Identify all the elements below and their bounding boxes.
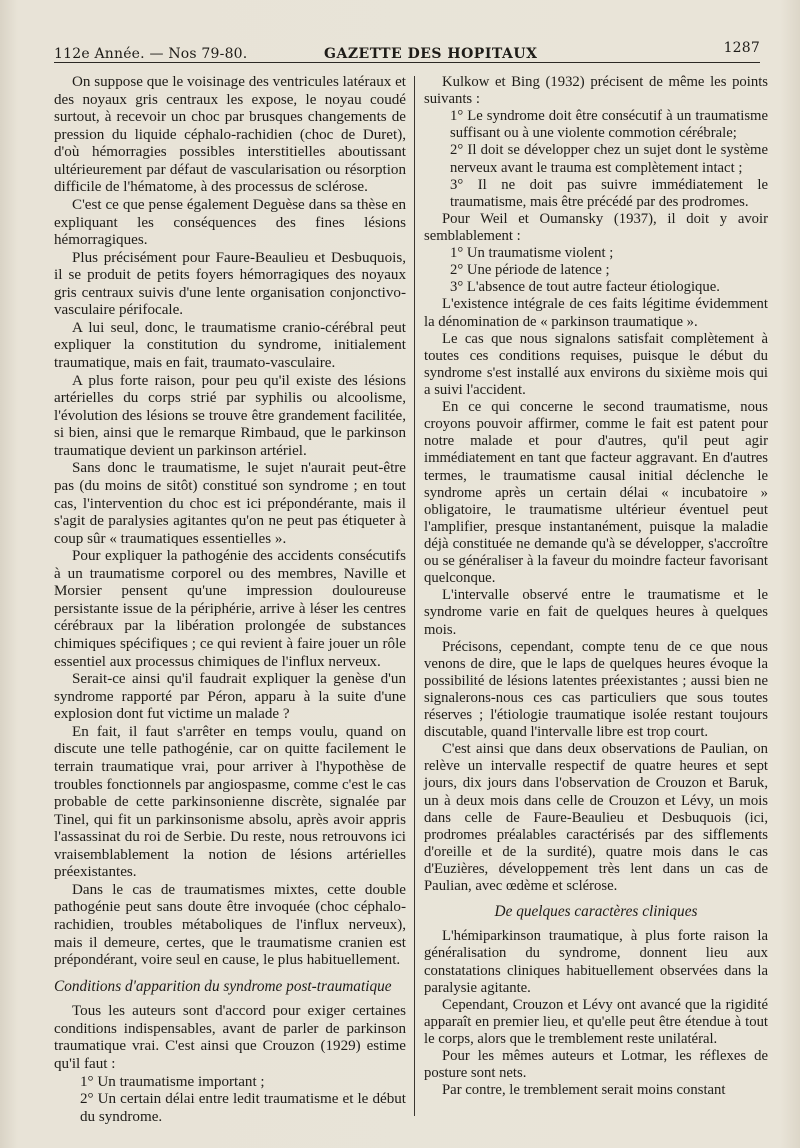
paragraph: Par contre, le tremblement serait moins constant xyxy=(442,1082,726,1099)
section-heading: Conditions d'apparition du syndrome post-traumatique xyxy=(54,977,392,995)
paragraph: Pour Weil et Oumansky (1937), il doit y avoir semblablement : xyxy=(424,210,768,244)
list-item: 2° Une période de latence ; xyxy=(450,262,610,279)
issue-number: 112e Année. — Nos 79-80. xyxy=(54,46,248,62)
paragraph: A plus forte raison, pour peu qu'il existe des lésions artérielles du corps strié par syphilis ou alcoolisme, l'évolution des lésions se trouve être grandement facilitée, si bien, ainsi que le remarque Rimbaud, que le parkinson traumatique devient un parkinson artériel. xyxy=(54,372,406,459)
journal-title: GAZETTE DES HOPITAUX xyxy=(324,46,538,62)
paragraph: L'hémiparkinson traumatique, à plus forte raison la généralisation du syndrome, donnent lieu aux constatations cliniques habituellement observées dans la paralysie agitante. xyxy=(424,928,768,996)
paragraph: C'est ce que pense également Deguèse dans sa thèse en expliquant les conséquences des fines lésions hémorragiques. xyxy=(54,196,406,249)
paragraph: Serait-ce ainsi qu'il faudrait expliquer la genèse d'un syndrome rapporté par Péron, apparu à la suite d'une explosion dont fut victime un malade ? xyxy=(54,671,406,723)
header-rule xyxy=(54,62,760,63)
paragraph: Tous les auteurs sont d'accord pour exiger certaines conditions indispensables, avant de parler de parkinson traumatique vrai. C'est ainsi que Crouzon (1929) estime qu'il faut : xyxy=(54,1003,406,1072)
paragraph: Précisons, cependant, compte tenu de ce que nous venons de dire, que le laps de quelques heures évoque la possibilité de lésions latentes préexistantes ; aussi bien ne signalerons-nous ces cas particuliers que sous toutes réserves ; l'étiologie traumatique isolée restant toujours discutable, quand l'intervalle libre est trop court. xyxy=(424,638,768,741)
paragraph: En fait, il faut s'arrêter en temps voulu, quand on discute une telle pathogénie, car on quitte facilement le terrain traumatique vrai, pour arriver à l'hypothèse de troubles fonctionnels par angiospasme, comme c'est le cas probable de cette parkinsonienne discrète, signalée par Tinel, qui fit un parkinsonisme absolu, après avoir appris l'assassinat du roi de Serbie. Du reste, nous retrouvons ici vraisemblablement la notion de lésions artérielles préexistantes. xyxy=(54,723,406,881)
paragraph: Plus précisément pour Faure-Beaulieu et Desbuquois, il se produit de petits foyers hémorragiques des noyaux gris centraux suivis d'une lente organisation conjonctivo-vasculaire périfocale. xyxy=(54,249,406,319)
section-heading: De quelques caractères cliniques xyxy=(494,903,698,921)
paragraph: En ce qui concerne le second traumatisme, nous croyons pouvoir affirmer, comme le fait est patent pour notre malade et pour d'autres, qu'il peut agir immédiatement en tant que facteur aggravant. En d'autres termes, le traumatisme causal initial déclenche le syndrome après un certain délai « incubatoire » obligatoire, le traumatisme ultérieur éventuel peut l'amplifier, presque instantanément, puisque la maladie déjà constituée ne demande qu'à se développer, s'accroître ou se généraliser à la faveur du moindre facteur favorisant quelconque. xyxy=(424,399,768,587)
paragraph: Pour les mêmes auteurs et Lotmar, les réflexes de posture sont nets. xyxy=(424,1048,768,1082)
list-item: 3° Il ne doit pas suivre immédiatement le traumatisme, mais être précédé par des prodromes. xyxy=(450,176,768,210)
page-number: 1287 xyxy=(723,40,760,56)
paragraph: Dans le cas de traumatismes mixtes, cette double pathogénie peut sans doute être invoquée (choc céphalo-rachidien, troubles métaboliques de l'influx nerveux), mais il demeure, certes, que le traumatisme cranien est prépondérant, voire seul en cause, le plus habituellement. xyxy=(54,881,406,969)
list-item: 1° Un traumatisme important ; xyxy=(80,1073,265,1090)
column-divider xyxy=(414,76,415,1116)
right-column xyxy=(424,74,768,1099)
paragraph: On suppose que le voisinage des ventricules latéraux et des noyaux gris centraux les expose, le noyau coudé surtout, à recevoir un choc par brusques changements de pression du liquide céphalo-rachidien (choc de Duret), d'où hémorragies possibles interstitielles aboutissant ultérieurement par défaut de vascularisation ou résorption difficile de l'hématome, à des processus de sclérose. xyxy=(54,74,406,196)
paragraph: Pour expliquer la pathogénie des accidents consécutifs à un traumatisme corporel ou des membres, Naville et Morsier pensent qu'une impression douloureuse persistante issue de la périphérie, arrive à léser les centres cérébraux par la libération prolongée de substances chimiques spécifiques ; ce qui revient à faire jouer un rôle essentiel aux processus chimiques de l'influx nerveux. xyxy=(54,548,406,670)
paragraph: C'est ainsi que dans deux observations de Paulian, on relève un intervalle respectif de quatre heures et sept jours, dix jours dans l'observation de Crouzon et Baruk, un à deux mois dans celle de Crouzon et Lévy, un mois dans celle de Faure-Beaulieu et Desbuquois (ici, prodromes préalables caractérisés par des sifflements d'oreille et de la surdité), quatre mois dans le cas d'Euzières, développement très lent dans un cas de Paulian, avec œdème et sclérose. xyxy=(424,741,768,895)
list-item: 3° L'absence de tout autre facteur étiologique. xyxy=(450,279,720,296)
paragraph: Cependant, Crouzon et Lévy ont avancé que la rigidité apparaît en premier lieu, et qu'elle peut être étendue à tout le corps, alors que le tremblement reste unilatéral. xyxy=(424,996,768,1048)
paragraph: Kulkow et Bing (1932) précisent de même les points suivants : xyxy=(424,74,768,108)
list-item: 1° Un traumatisme violent ; xyxy=(450,245,614,262)
paragraph: L'existence intégrale de ces faits légitime évidemment la dénomination de « parkinson traumatique ». xyxy=(424,296,768,330)
paragraph: A lui seul, donc, le traumatisme cranio-cérébral peut expliquer la constitution du syndrome, initialement traumatique, mais en fait, traumato-vasculaire. xyxy=(54,319,406,371)
list-item: 1° Le syndrome doit être consécutif à un traumatisme suffisant ou à une violente commotion cérébrale; xyxy=(450,108,768,142)
paragraph: Le cas que nous signalons satisfait complètement à toutes ces conditions requises, puisque le début du syndrome s'est installé aux environs du sixième mois qui a suivi l'accident. xyxy=(424,330,768,398)
left-column xyxy=(54,74,406,1126)
list-item: 2° Un certain délai entre ledit traumatisme et le début du syndrome. xyxy=(80,1091,406,1125)
paragraph: L'intervalle observé entre le traumatisme et le syndrome varie en fait de quelques heures à quelques mois. xyxy=(424,587,768,638)
running-header xyxy=(54,40,760,64)
list-item: 2° Il doit se développer chez un sujet dont le système nerveux avant le trauma est complètement intact ; xyxy=(450,142,768,176)
paragraph: Sans donc le traumatisme, le sujet n'aurait peut-être pas (du moins de sitôt) constitué son syndrome ; en tout cas, l'intervention du choc est ici prépondérante, mais il s'agit de paralysies agitantes qu'on ne peut pas étiqueter à coup sûr « traumatiques essentielles ». xyxy=(54,460,406,547)
